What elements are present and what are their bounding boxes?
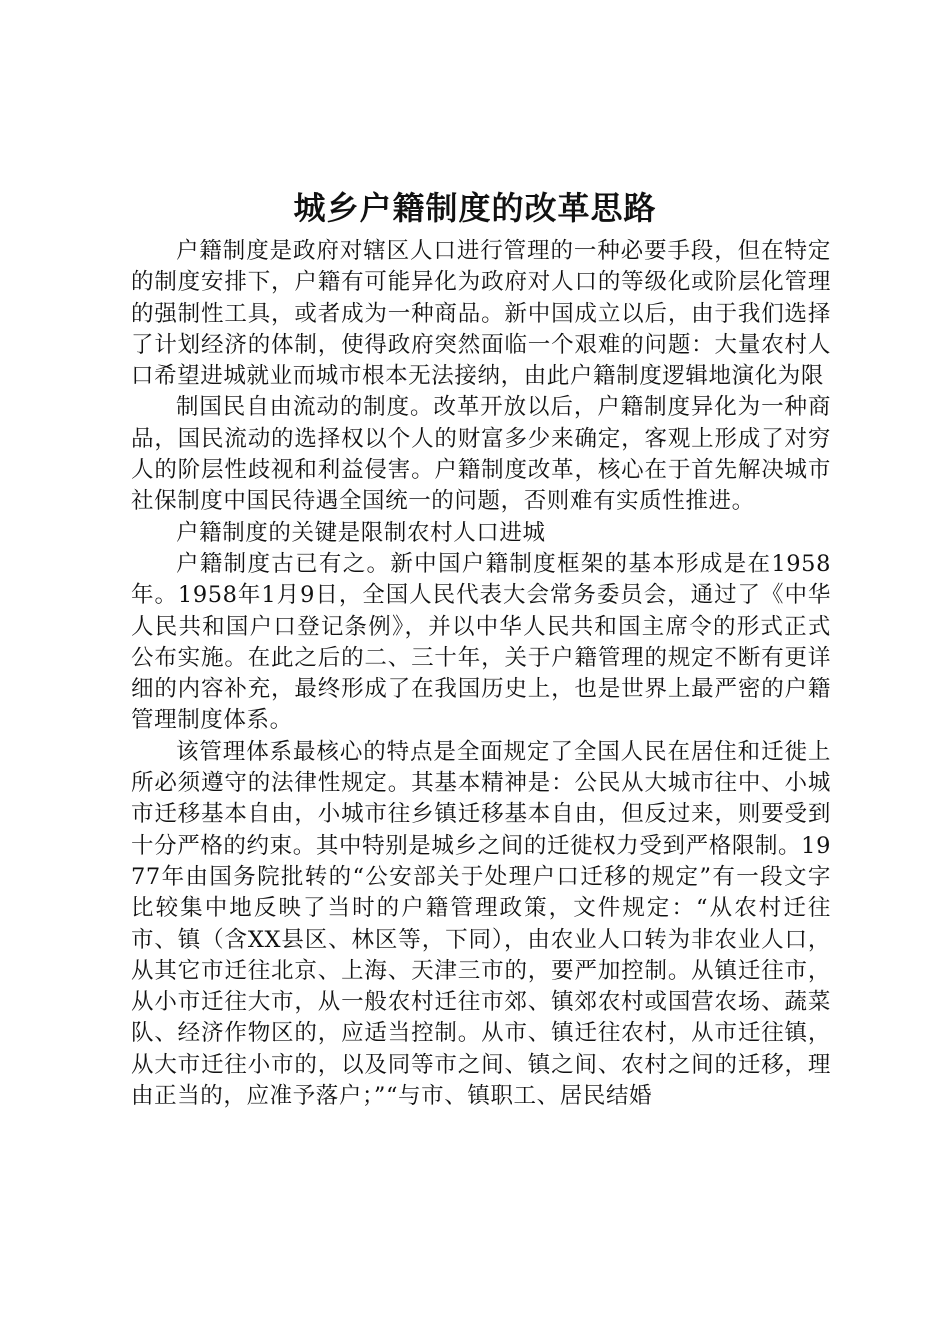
paragraph: 该管理体系最核心的特点是全面规定了全国人民在居住和迁徙上所必须遵守的法律性规定。其基本精神是：公民从大城市往中、小城市迁移基本自由，小城市往乡镇迁移基本自由，但反过来，则要受到十分严格的约束。其中特别是城乡之间的迁徙权力受到严格限制。1977年由国务院批转的“公安部关于处理户口迁移的规定”有一段文字比较集中地反映了当时的户籍管理政策，文件规定：“从农村迁往市、镇（含XX县区、林区等，下同），由农业人口转为非农业人口，从其它市迁往北京、上海、天津三市的，要严加控制。从镇迁往市，从小市迁往大市，从一般农村迁往市郊、镇郊农村或国营农场、蔬菜队、经济作物区的，应适当控制。从市、镇迁往农村，从市迁往镇，从大市迁往小市的，以及同等市之间、镇之间、农村之间的迁移，理由正当的，应准予落户；”“与市、镇职工、居民结婚 <box>131 738 831 1110</box>
paragraph: 户籍制度古已有之。新中国户籍制度框架的基本形成是在1958年。1958年1月9日，全国人民代表大会常务委员会，通过了《中华人民共和国户口登记条例》，并以中华人民共和国主席令的形式正式公布实施。在此之后的二、三十年，关于户籍管理的规定不断有更详细的内容补充，最终形成了在我国历史上，也是世界上最严密的户籍管理制度体系。 <box>131 550 831 734</box>
document-body <box>131 236 831 1112</box>
document-title: 城乡户籍制度的改革思路 <box>293 189 657 227</box>
paragraph: 制国民自由流动的制度。改革开放以后，户籍制度异化为一种商品，国民流动的选择权以个人的财富多少来确定，客观上形成了对穷人的阶层性歧视和利益侵害。户籍制度改革，核心在于首先解决城市社保制度中国民待遇全国统一的问题，否则难有实质性推进。 <box>131 394 831 515</box>
section-heading: 户籍制度的关键是限制农村人口进城 <box>176 519 546 546</box>
paragraph: 户籍制度是政府对辖区人口进行管理的一种必要手段，但在特定的制度安排下，户籍有可能异化为政府对人口的等级化或阶层化管理的强制性工具，或者成为一种商品。新中国成立以后，由于我们选择了计划经济的体制，使得政府突然面临一个艰难的问题：大量农村人口希望进城就业而城市根本无法接纳，由此户籍制度逻辑地演化为限 <box>131 238 831 390</box>
